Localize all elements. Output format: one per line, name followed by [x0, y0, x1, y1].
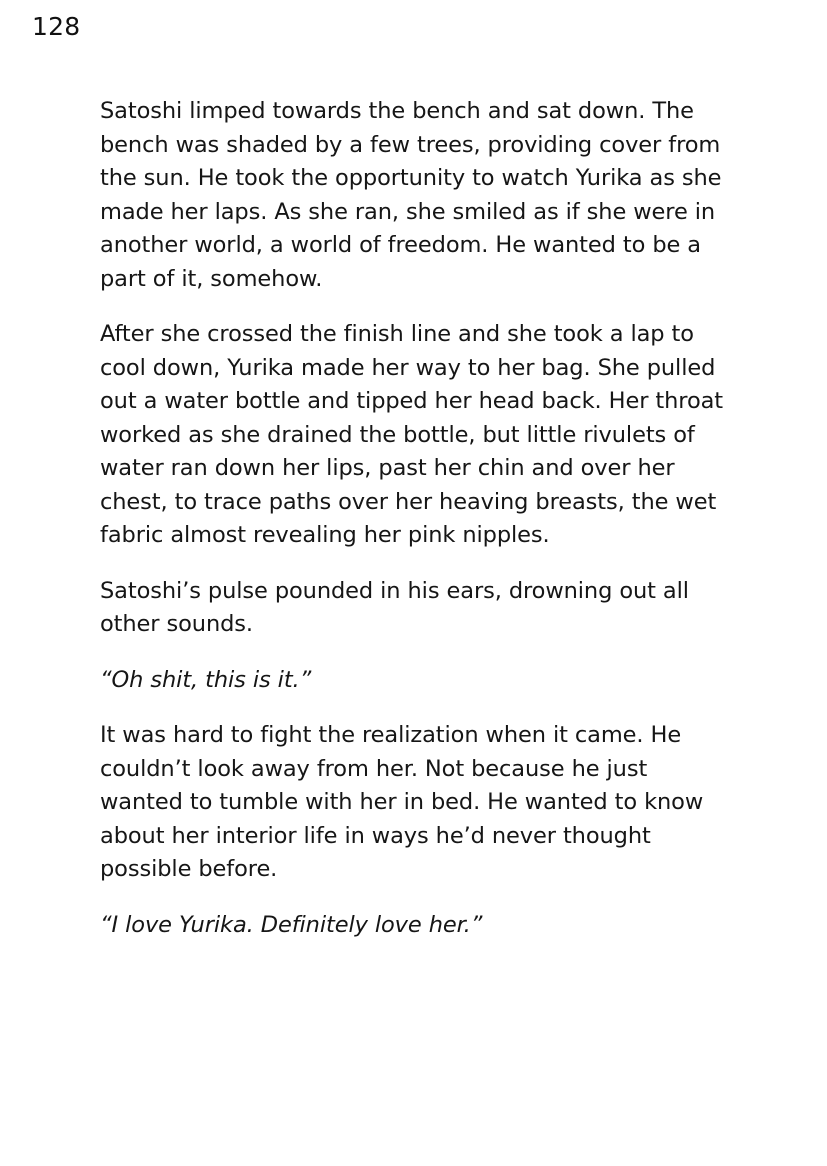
dialogue-line: “Oh shit, this is it.” [100, 666, 312, 693]
page-body [100, 95, 725, 942]
page-number: 128 [32, 12, 81, 41]
dialogue-line: “I love Yurika. Definitely love her.” [100, 911, 483, 938]
paragraph: After she crossed the finish line and she took a lap to cool down, Yurika made her way to her bag. She pulled out a water bottle and tipped her head back. Her throat worked as she drained the bottle, but little rivulets of water ran down her lips, past her chin and over her chest, to trace paths over her heaving breasts, the wet fabric almost revealing her pink nipples. [100, 321, 724, 548]
paragraph: Satoshi limped towards the bench and sat down. The bench was shaded by a few trees, providing cover from the sun. He took the opportunity to watch Yurika as she made her laps. As she ran, she smiled as if she were in another world, a world of freedom. He wanted to be a part of it, somehow. [100, 98, 722, 292]
paragraph: It was hard to fight the realization when it came. He couldn’t look away from her. Not because he just wanted to tumble with her in bed. He wanted to know about her interior life in ways he’d never thought possible before. [100, 722, 704, 882]
paragraph: Satoshi’s pulse pounded in his ears, drowning out all other sounds. [100, 577, 689, 637]
